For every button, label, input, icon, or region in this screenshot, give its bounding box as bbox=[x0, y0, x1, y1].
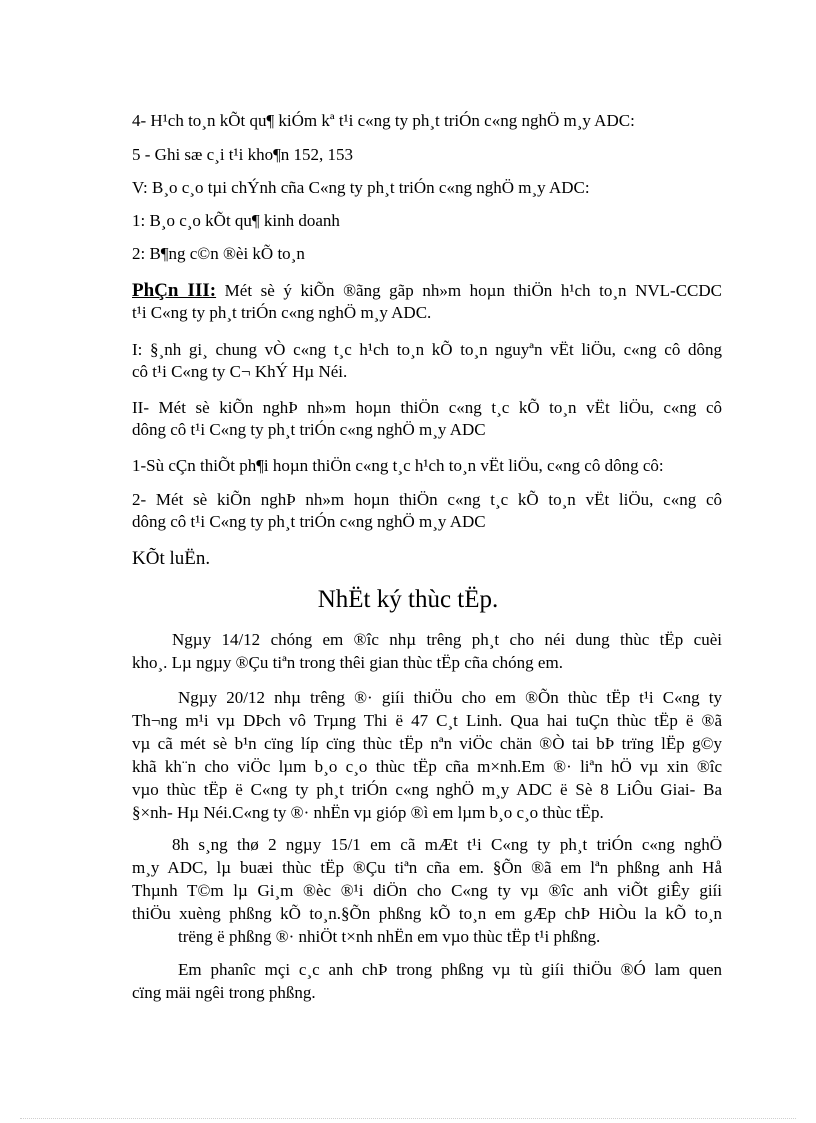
paragraph-line: Thµnh T©m lµ Gi¸m ®èc ®¹i diÖn cho C«ng ty vµ ®îc anh viÕt giÊy giíi bbox=[132, 881, 722, 900]
subsection-1-heading: 1-Sù cÇn thiÕt ph¶i hoµn thiÖn c«ng t¸c h¹ch to¸n vËt liÖu, c«ng cô dông cô: bbox=[132, 456, 664, 475]
paragraph-line: Em phanîc mçi c¸c anh chÞ trong phßng vµ tù giíi thiÖu ®Ó lam quen bbox=[178, 960, 722, 979]
section-i-line-1: I: §¸nh gi¸ chung vÒ c«ng t¸c h¹ch to¸n kÕ to¸n nguyªn vËt liÖu, c«ng cô dông bbox=[132, 340, 722, 359]
paragraph-line: khã kh¨n cho viÖc lµm b¸o c¸o thùc tËp cña m×nh.Em ®· liªn hÖ vµ xin ®îc bbox=[132, 757, 722, 776]
paragraph-line: Th¬ng m¹i vµ DÞch vô Trµng Thi ë 47 C¸t Linh. Qua hai tuÇn thùc tËp ë ®ã bbox=[132, 711, 722, 730]
paragraph-line: vµ cã mét sè b¹n cïng líp cïng thùc tËp nªn viÖc chän ®Ò tai bÞ trïng lËp g©y bbox=[132, 734, 722, 753]
paragraph-line: kho¸. Lµ ngµy ®Çu tiªn trong thêi gian thùc tËp cña chóng em. bbox=[132, 653, 563, 672]
paragraph-line: m¸y ADC, lµ buæi thùc tËp ®Çu tiªn cña em. §Õn ®ã em lªn phßng anh Hå bbox=[132, 858, 722, 877]
outline-item-2: 2: B¶ng c©n ®èi kÕ to¸n bbox=[132, 244, 305, 263]
paragraph-line: thiÖu xuèng phßng kÕ to¸n.§Õn phßng kÕ to¸n em gÆp chÞ HiÒu la kÕ to¸n bbox=[132, 904, 722, 923]
conclusion-heading: KÕt luËn. bbox=[132, 548, 211, 569]
page-bottom-divider bbox=[20, 1118, 796, 1119]
section-i-heading bbox=[132, 339, 722, 383]
section-i-line-2: cô t¹i C«ng ty C¬ KhÝ Hµ Néi. bbox=[132, 362, 348, 381]
diary-paragraph-2 bbox=[132, 686, 722, 824]
paragraph-line: cïng mäi ngêi trong phßng. bbox=[132, 983, 316, 1002]
outline-item-1: 1: B¸o c¸o kÕt qu¶ kinh doanh bbox=[132, 211, 340, 230]
subsection-2-heading bbox=[132, 489, 722, 533]
paragraph-line: §×nh- Hµ Néi.C«ng ty ®· nhËn vµ gióp ®ì em lµm b¸o c¸o thùc tËp. bbox=[132, 803, 604, 822]
subsection-2-line-2: dông cô t¹i C«ng ty ph¸t triÓn c«ng nghÖ m¸y ADC bbox=[132, 512, 486, 531]
part-three-label: PhÇn III: bbox=[132, 280, 217, 301]
section-ii-line-1: II- Mét sè kiÕn nghÞ nh»m hoµn thiÖn c«ng t¸c kÕ to¸n vËt liÖu, c«ng cô bbox=[132, 398, 722, 417]
diary-paragraph-4 bbox=[132, 958, 722, 1004]
section-ii-heading bbox=[132, 397, 722, 441]
part-three-title-line-2: t¹i C«ng ty ph¸t triÓn c«ng nghÖ m¸y ADC. bbox=[132, 303, 432, 322]
diary-paragraph-1 bbox=[132, 628, 722, 674]
diary-title: NhËt ký thùc tËp. bbox=[317, 586, 499, 613]
part-three-title-line-1: Mét sè ý kiÕn ®ãng gãp nh»m hoµn thiÖn h¹ch to¸n NVL-CCDC bbox=[216, 281, 722, 300]
diary-paragraph-3 bbox=[132, 833, 722, 948]
outline-item-5: 5 - Ghi sæ c¸i t¹i kho¶n 152, 153 bbox=[132, 145, 354, 164]
section-v-heading: V: B¸o c¸o tµi chÝnh cña C«ng ty ph¸t triÓn c«ng nghÖ m¸y ADC: bbox=[132, 178, 590, 197]
outline-item-4: 4- H¹ch to¸n kÕt qu¶ kiÓm kª t¹i c«ng ty ph¸t triÓn c«ng nghÖ m¸y ADC: bbox=[132, 111, 635, 130]
part-three-heading bbox=[132, 280, 722, 324]
paragraph-line: vµo thùc tËp ë C«ng ty ph¸t triÓn c«ng nghÖ m¸y ADC ë Sè 8 LiÔu Giai- Ba bbox=[132, 780, 722, 799]
paragraph-line: Ngµy 14/12 chóng em ®îc nhµ trêng ph¸t cho néi dung thùc tËp cuèi bbox=[172, 630, 722, 649]
section-ii-line-2: dông cô t¹i C«ng ty ph¸t triÓn c«ng nghÖ m¸y ADC bbox=[132, 420, 486, 439]
subsection-2-line-1: 2- Mét sè kiÕn nghÞ nh»m hoµn thiÖn c«ng t¸c kÕ to¸n vËt liÖu, c«ng cô bbox=[132, 490, 722, 509]
paragraph-line: Ngµy 20/12 nhµ trêng ®· giíi thiÖu cho em ®Õn thùc tËp t¹i C«ng ty bbox=[178, 688, 722, 707]
paragraph-line: trëng ë phßng ®· nhiÖt t×nh nhËn em vµo thùc tËp t¹i phßng. bbox=[178, 927, 601, 946]
paragraph-line: 8h s¸ng thø 2 ngµy 15/1 em cã mÆt t¹i C«ng ty ph¸t triÓn c«ng nghÖ bbox=[172, 835, 722, 854]
